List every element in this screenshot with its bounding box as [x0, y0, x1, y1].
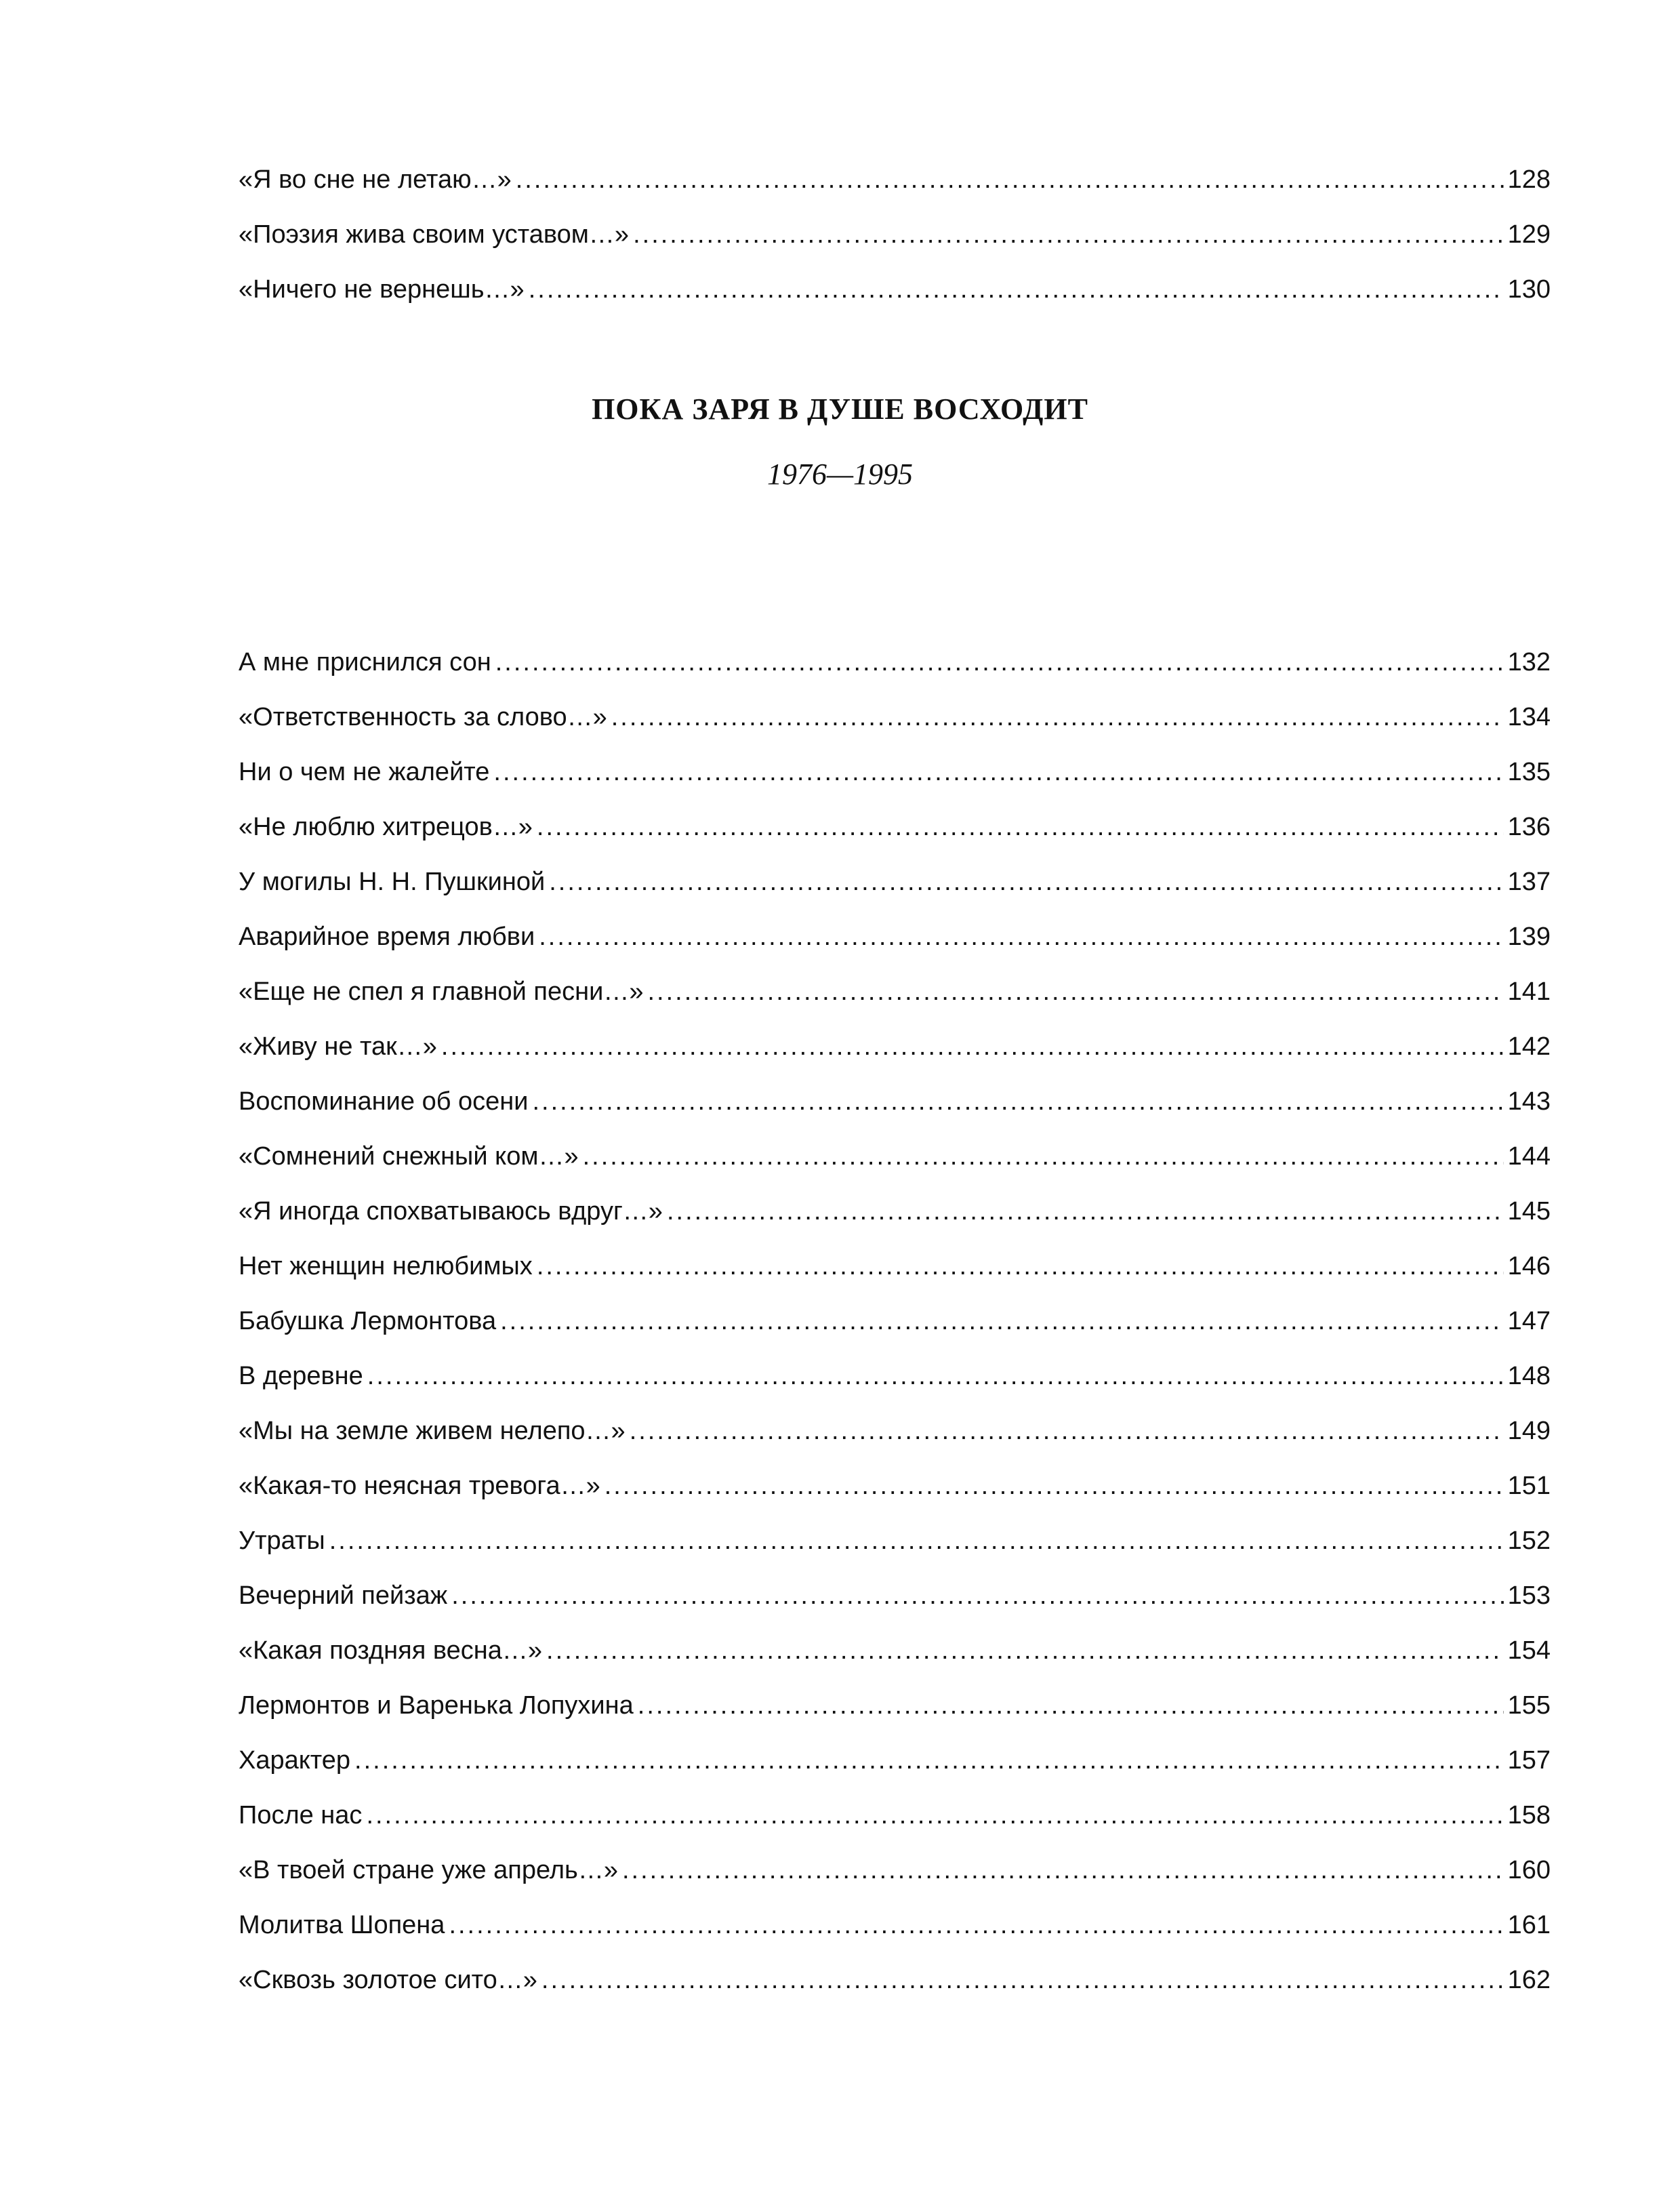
toc-entry-title: «Поэзия жива своим уставом…»: [239, 220, 630, 249]
toc-entry-page: 160: [1507, 1856, 1551, 1884]
toc-entry-page: 162: [1507, 1966, 1551, 1994]
toc-entry-title: «Ничего не вернешь…»: [239, 275, 525, 304]
toc-entry-title: Утраты: [239, 1527, 325, 1555]
toc-entry-title: «Сомнений снежный ком…»: [239, 1142, 579, 1171]
toc-entry[interactable]: [239, 1689, 1551, 1743]
toc-entry-title: «Я иногда спохватываюсь вдруг…»: [239, 1197, 663, 1226]
toc-entry-title: «Какая поздняя весна…»: [239, 1636, 543, 1665]
toc-entry-page: 130: [1507, 275, 1551, 304]
toc-entry[interactable]: [239, 1030, 1551, 1085]
toc-entry[interactable]: [239, 272, 1551, 327]
toc-entry[interactable]: [239, 755, 1551, 810]
toc-entry-title: Вечерний пейзаж: [239, 1581, 448, 1610]
toc-dot-leader: [549, 865, 1503, 899]
toc-dot-leader: [647, 975, 1503, 1009]
toc-entry-page: 147: [1507, 1307, 1551, 1335]
toc-dot-leader: [529, 272, 1504, 306]
toc-entry-page: 145: [1507, 1197, 1551, 1226]
toc-entry-title: «В твоей стране уже апрель…»: [239, 1856, 618, 1884]
toc-entry-title: «Мы на земле живем нелепо…»: [239, 1417, 626, 1445]
toc-entry-title: Воспоминание об осени: [239, 1087, 529, 1116]
section-years: 1976—1995: [766, 458, 914, 491]
toc-entry[interactable]: [239, 1634, 1551, 1689]
toc-entry[interactable]: [239, 1304, 1551, 1359]
toc-dot-leader: [630, 1414, 1504, 1448]
toc-entry-title: «Я во сне не летаю…»: [239, 165, 512, 194]
toc-entry-page: 134: [1507, 703, 1551, 731]
toc-entry[interactable]: [239, 1249, 1551, 1304]
toc-entry-title: «Сквозь золотое сито…»: [239, 1966, 537, 1994]
toc-entry-title: Характер: [239, 1746, 351, 1775]
toc-entry[interactable]: [239, 865, 1551, 920]
toc-dot-leader: [583, 1139, 1504, 1173]
toc-entry-page: 132: [1507, 648, 1551, 676]
toc-entry[interactable]: [239, 1194, 1551, 1249]
toc-entry-page: 141: [1507, 977, 1551, 1006]
toc-entry-title: Нет женщин нелюбимых: [239, 1252, 533, 1280]
toc-entry-page: 148: [1507, 1362, 1551, 1390]
toc-dot-leader: [451, 1579, 1503, 1613]
toc-dot-leader: [366, 1798, 1503, 1832]
toc-entry-title: «Ответственность за слово…»: [239, 703, 607, 731]
toc-entry-page: 144: [1507, 1142, 1551, 1171]
toc-entry-title: Лермонтов и Варенька Лопухина: [239, 1691, 634, 1720]
toc-entry[interactable]: [239, 700, 1551, 755]
toc-dot-leader: [367, 1359, 1504, 1393]
toc-dot-leader: [537, 810, 1504, 844]
toc-entry[interactable]: [239, 645, 1551, 700]
toc-dot-leader: [633, 218, 1504, 251]
toc-dot-leader: [537, 1249, 1504, 1283]
toc-entry-page: 146: [1507, 1252, 1551, 1280]
toc-entry-title: А мне приснился сон: [239, 648, 491, 676]
toc-entry-title: Бабушка Лермонтова: [239, 1307, 497, 1335]
toc-entry[interactable]: [239, 218, 1551, 272]
toc-entry-page: 158: [1507, 1801, 1551, 1830]
toc-entry-title: «Еще не спел я главной песни…»: [239, 977, 644, 1006]
toc-entry-title: После нас: [239, 1801, 363, 1830]
toc-dot-leader: [449, 1908, 1503, 1942]
toc-entry[interactable]: [239, 1853, 1551, 1908]
toc-entry[interactable]: [239, 1908, 1551, 1963]
toc-entry-page: 143: [1507, 1087, 1551, 1116]
toc-dot-leader: [546, 1634, 1504, 1668]
toc-dot-leader: [638, 1689, 1504, 1722]
toc-entry[interactable]: [239, 1085, 1551, 1139]
toc-entry[interactable]: [239, 1359, 1551, 1414]
toc-entry[interactable]: [239, 1963, 1551, 2018]
toc-entry-page: 135: [1507, 758, 1551, 786]
toc-dot-leader: [516, 163, 1504, 197]
toc-entry[interactable]: [239, 1579, 1551, 1634]
toc-entry-page: 151: [1507, 1472, 1551, 1500]
toc-entry-title: Аварийное время любви: [239, 923, 535, 951]
toc-entry[interactable]: [239, 1139, 1551, 1194]
toc-dot-leader: [605, 1469, 1504, 1503]
toc-dot-leader: [493, 755, 1503, 789]
toc-entry[interactable]: [239, 1469, 1551, 1524]
toc-dot-leader: [500, 1304, 1504, 1338]
toc-entry-page: 153: [1507, 1581, 1551, 1610]
toc-dot-leader: [533, 1085, 1504, 1118]
toc-entry-page: 149: [1507, 1417, 1551, 1445]
toc-entry-page: 142: [1507, 1032, 1551, 1061]
toc-dot-leader: [354, 1743, 1504, 1777]
toc-entry-title: Ни о чем не жалейте: [239, 758, 490, 786]
toc-entry[interactable]: [239, 920, 1551, 975]
section-title: ПОКА ЗАРЯ В ДУШЕ ВОСХОДИТ: [592, 392, 1088, 426]
toc-dot-leader: [667, 1194, 1504, 1228]
toc-entry-title: Молитва Шопена: [239, 1911, 445, 1939]
toc-entry-page: 154: [1507, 1636, 1551, 1665]
toc-entry-title: «Живу не так…»: [239, 1032, 437, 1061]
toc-entry-page: 161: [1507, 1911, 1551, 1939]
toc-entry-title: У могилы Н. Н. Пушкиной: [239, 868, 546, 896]
toc-entry-page: 129: [1507, 220, 1551, 249]
toc-dot-leader: [622, 1853, 1504, 1887]
toc-entry-page: 152: [1507, 1527, 1551, 1555]
toc-dot-leader: [539, 920, 1503, 954]
toc-dot-leader: [329, 1524, 1504, 1558]
toc-entry[interactable]: [239, 1743, 1551, 1798]
toc-entry[interactable]: [239, 810, 1551, 865]
toc-main-list: [239, 645, 1551, 2018]
toc-entry-page: 139: [1507, 923, 1551, 951]
toc-entry[interactable]: [239, 1798, 1551, 1853]
toc-dot-leader: [441, 1030, 1504, 1064]
toc-entry-page: 137: [1507, 868, 1551, 896]
toc-entry-title: «Какая-то неясная тревога…»: [239, 1472, 600, 1500]
toc-dot-leader: [541, 1963, 1504, 1997]
toc-entry-page: 136: [1507, 813, 1551, 841]
toc-entry-title: В деревне: [239, 1362, 363, 1390]
toc-entry[interactable]: [239, 1414, 1551, 1469]
toc-entry[interactable]: [239, 163, 1551, 218]
toc-top-list: [239, 163, 1551, 327]
toc-entry-page: 157: [1507, 1746, 1551, 1775]
toc-entry-title: «Не люблю хитрецов…»: [239, 813, 533, 841]
toc-dot-leader: [495, 645, 1504, 679]
toc-entry[interactable]: [239, 975, 1551, 1030]
toc-dot-leader: [611, 700, 1504, 734]
toc-entry[interactable]: [239, 1524, 1551, 1579]
toc-entry-page: 128: [1507, 165, 1551, 194]
toc-entry-page: 155: [1507, 1691, 1551, 1720]
